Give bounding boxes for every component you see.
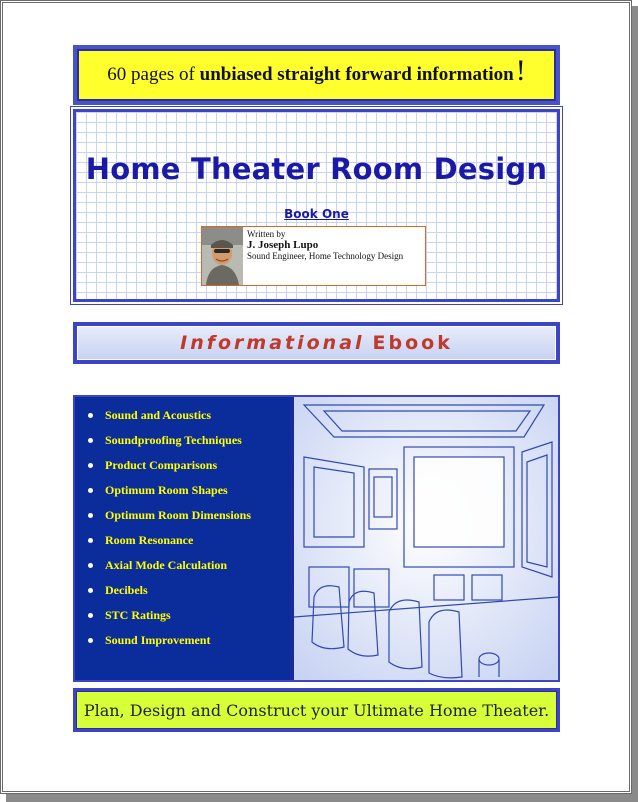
bullet-icon [88,613,93,618]
author-name: J. Joseph Lupo [247,239,319,251]
list-item [75,453,290,478]
bullet-icon [88,588,93,593]
tagline-text: Plan, Design and Construct your Ultimate Home Theater. [76,691,557,729]
banner-exclaim: ! [515,54,526,87]
book-subtitle: Book One [284,207,349,221]
top-banner [73,45,560,105]
author-role: Sound Engineer, Home Technology Design [247,251,404,261]
home-theater-sketch-image [290,397,558,680]
bullet-icon [88,488,93,493]
list-item-label: Soundproofing Techniques [105,433,242,447]
feature-section [73,395,560,682]
list-item [75,578,290,603]
list-item [75,503,290,528]
list-item [75,628,290,653]
page-shadow [632,6,638,802]
bullet-icon [88,513,93,518]
list-item-label: Product Comparisons [105,458,218,472]
informational-ebook-bar [73,322,560,364]
list-item-label: Sound and Acoustics [105,408,212,422]
feature-list [75,397,290,653]
list-item [75,428,290,453]
feature-list-panel [75,397,290,680]
list-item-label: STC Ratings [105,608,171,622]
top-banner-text [77,49,556,101]
list-item-label: Decibels [105,583,148,597]
tagline-banner [73,688,560,732]
title-box [73,109,560,302]
page-shadow [6,794,638,802]
list-item [75,603,290,628]
list-item-label: Room Resonance [105,533,194,547]
bullet-icon [88,413,93,418]
list-item [75,553,290,578]
list-item-label: Axial Mode Calculation [105,558,227,572]
list-item [75,528,290,553]
list-item-label: Sound Improvement [105,633,211,647]
author-info [247,229,403,262]
bullet-icon [88,638,93,643]
list-item [75,403,290,428]
banner-prefix: 60 pages of [107,64,195,85]
list-item-label: Optimum Room Shapes [105,483,228,497]
list-item-label: Optimum Room Dimensions [105,508,252,522]
ebook-word: Ebook [372,332,453,354]
bullet-icon [88,463,93,468]
bullet-icon [88,563,93,568]
informational-word: Informational [180,332,365,354]
page-title: Home Theater Room Design [85,152,548,186]
bullet-icon [88,438,93,443]
author-card [201,226,426,286]
banner-emphasis: unbiased straight forward information [199,64,514,85]
author-photo [202,227,243,285]
list-item [75,478,290,503]
bullet-icon [88,538,93,543]
informational-ebook-label [77,326,556,360]
written-by-label: Written by [247,229,286,239]
